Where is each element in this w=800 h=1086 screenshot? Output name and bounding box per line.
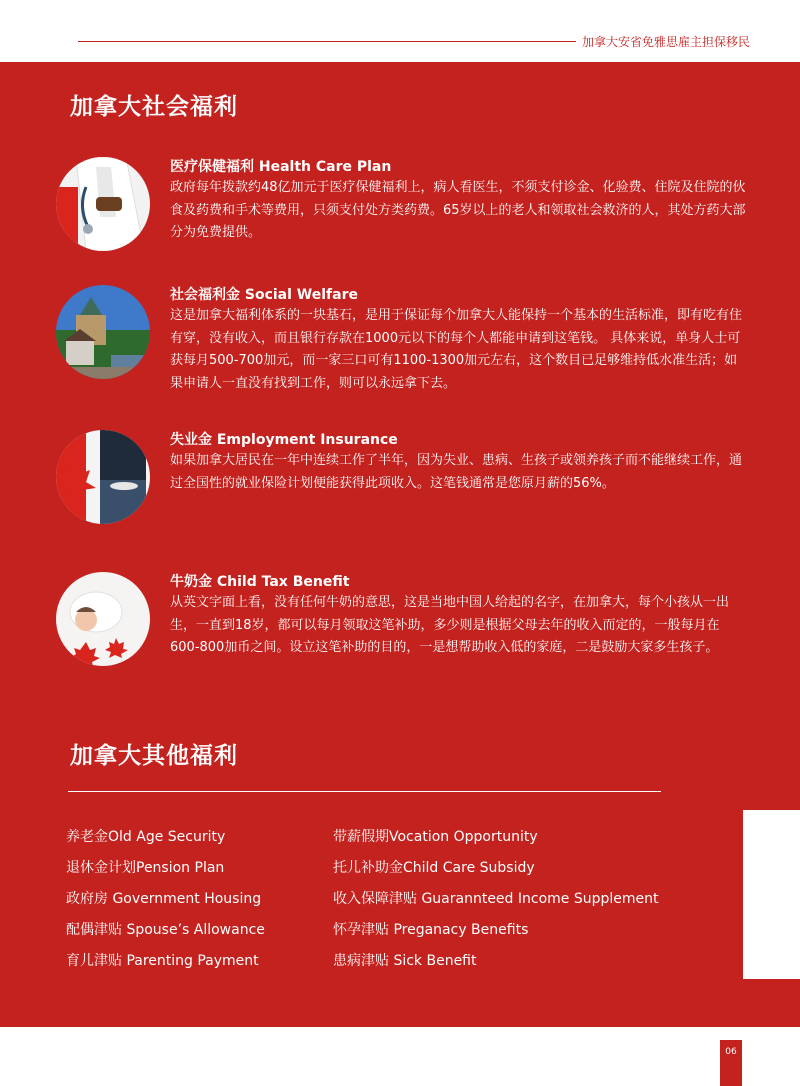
header-title: 加拿大安省免雅思雇主担保移民 xyxy=(582,35,751,49)
item-title: 医疗保健福利 Health Care Plan xyxy=(170,159,392,175)
list-item: 育儿津贴 Parenting Payment xyxy=(66,953,259,969)
section-title-other-benefits: 加拿大其他福利 xyxy=(70,743,238,769)
list-item: 配偶津贴 Spouse’s Allowance xyxy=(66,922,265,938)
doctor-stethoscope-photo xyxy=(56,157,150,251)
sleeping-baby-photo xyxy=(56,572,150,666)
section-divider xyxy=(68,791,661,792)
item-body: 从英文字面上看，没有任何牛奶的意思，这是当地中国人给起的名字，在加拿大，每个小孩从一出生，一直到18岁，都可以每月领取这笔补助，多少则是根据父母去年的收入而定的，一般每月在600-800加币之间。设立这笔补助的目的，一是想帮助收入低的家庭，二是鼓励大家多生孩子。 xyxy=(170,595,730,655)
item-title: 牛奶金 Child Tax Benefit xyxy=(170,574,350,590)
side-tab xyxy=(743,810,800,979)
item-title: 失业金 Employment Insurance xyxy=(170,432,398,448)
item-title: 社会福利金 Social Welfare xyxy=(170,287,358,303)
list-item: 托儿补助金Child Care Subsidy xyxy=(333,860,535,876)
list-item: 收入保障津贴 Guarannteed Income Supplement xyxy=(333,891,659,907)
list-item: 养老金Old Age Security xyxy=(66,829,226,845)
list-item: 怀孕津贴 Preganacy Benefits xyxy=(333,922,529,938)
empty-pockets-flag-photo xyxy=(56,430,150,524)
page-footer xyxy=(0,1027,800,1086)
list-item: 患病津贴 Sick Benefit xyxy=(333,953,477,969)
page-number: 06 xyxy=(720,1040,742,1086)
benefit-list-left xyxy=(66,822,265,977)
item-body: 政府每年拨款约48亿加元于医疗保健福利上，病人看医生，不须支付诊金、化验费、住院及住院的伙食及药费和手术等费用，只须支付处方类药费。65岁以上的老人和领取社会救济的人，其处方药大部分为免费提供。 xyxy=(170,180,746,240)
section-title-social-welfare: 加拿大社会福利 xyxy=(70,94,238,120)
benefit-list-right xyxy=(333,822,659,977)
header-rule xyxy=(78,41,576,42)
ottawa-parliament-photo xyxy=(56,285,150,379)
list-item: 政府房 Government Housing xyxy=(66,891,262,907)
list-item: 退休金计划Pension Plan xyxy=(66,860,225,876)
page-header xyxy=(0,0,800,62)
list-item: 带薪假期Vocation Opportunity xyxy=(333,829,538,845)
item-body: 如果加拿大居民在一年中连续工作了半年，因为失业、患病、生孩子或领养孩子而不能继续工作，通过全国性的就业保险计划便能获得此项收入。这笔钱通常是您原月薪的56%。 xyxy=(170,453,743,491)
item-body: 这是加拿大福利体系的一块基石，是用于保证每个加拿大人能保持一个基本的生活标准，即有吃有住有穿，没有收入，而且银行存款在1000元以下的每个人都能申请到这笔钱。 具体来说，单身人士可获每月500-700加元，而一家三口可有1100-1300加元左右，这个数目已足够维持低水准生活；如果申请人一直没有找到工作，则可以永远拿下去。 xyxy=(170,308,743,391)
